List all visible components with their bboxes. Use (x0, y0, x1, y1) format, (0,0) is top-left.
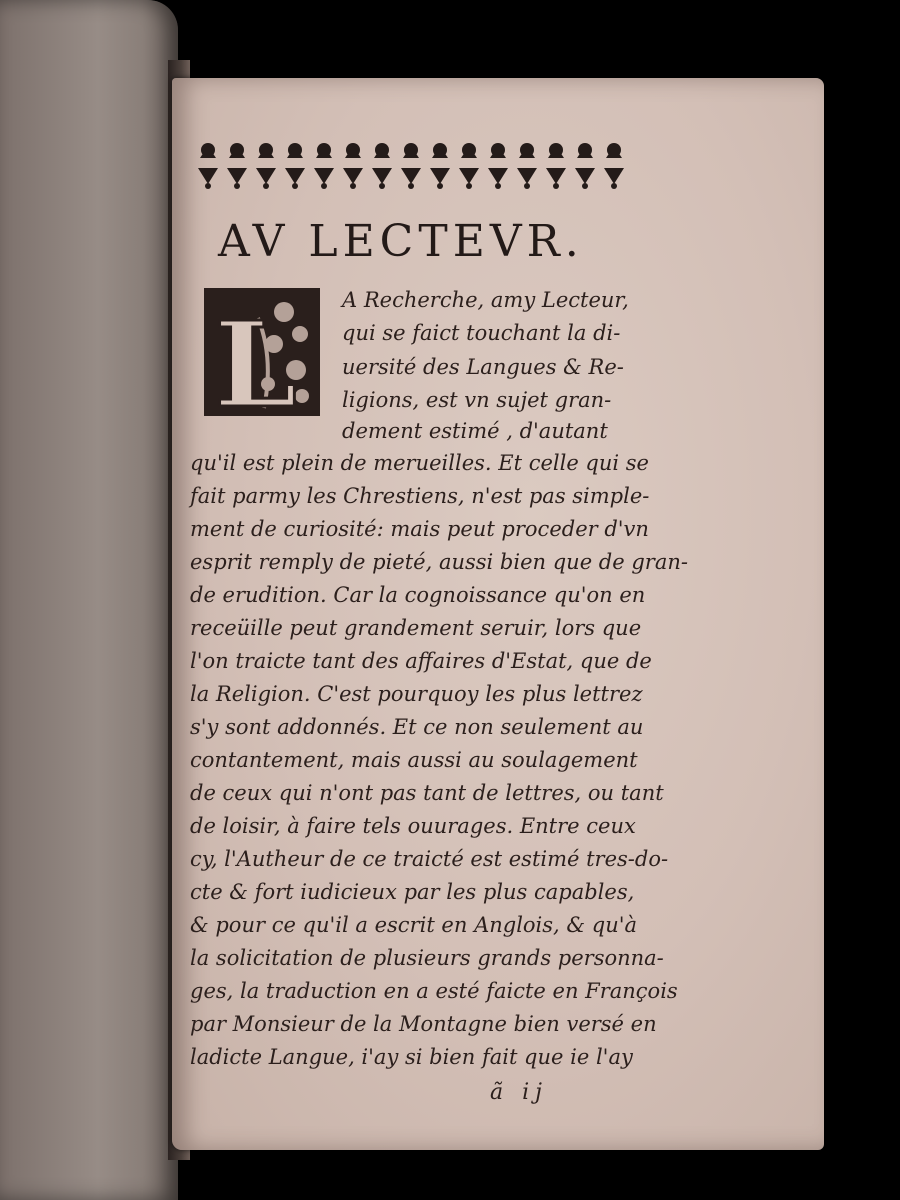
text-line: qu'il est plein de merueilles. Et celle qui se (190, 451, 649, 475)
text-line: ladicte Langue, i'ay si bien fait que ie l'ay (190, 1045, 633, 1069)
text-line: dement estimé , d'autant (342, 419, 608, 443)
text-line: cy, l'Autheur de ce traicté est estimé tres-do- (190, 847, 669, 871)
fleuron-icon (200, 143, 216, 158)
ornament-band (196, 138, 628, 190)
text-line: ges, la traduction en a esté faicte en François (190, 979, 678, 1003)
signature-mark: ã ij (490, 1080, 548, 1105)
text-line: receüille peut grandement seruir, lors que (190, 616, 642, 640)
text-line: la solicitation de plusieurs grands personna- (190, 946, 664, 970)
decorated-initial (204, 288, 320, 416)
text-line: fait parmy les Chrestiens, n'est pas simple- (190, 484, 650, 508)
text-line: & pour ce qu'il a escrit en Anglois, & qu'à (190, 913, 638, 937)
text-line: de ceux qui n'ont pas tant de lettres, ou tant (190, 781, 664, 805)
text-line: A Recherche, amy Lecteur, (342, 288, 629, 312)
page-heading: AV LECTEVR. (218, 216, 584, 267)
text-line: uersité des Langues & Re- (342, 355, 624, 379)
text-line: contantement, mais aussi au soulagement (190, 748, 638, 772)
text-line: par Monsieur de la Montagne bien versé en (190, 1012, 657, 1036)
text-line: qui se faict touchant la di- (342, 321, 621, 345)
drop-cap-letter: L (214, 295, 297, 416)
text-line: ligions, est vn sujet gran- (342, 388, 612, 412)
text-line: la Religion. C'est pourquoy les plus lettrez (190, 682, 643, 706)
left-page (0, 0, 178, 1200)
text-line: de erudition. Car la cognoissance qu'on en (190, 583, 646, 607)
text-line: de loisir, à faire tels ouurages. Entre ceux (190, 814, 636, 838)
text-line: ment de curiosité: mais peut proceder d'vn (190, 517, 649, 541)
text-line: cte & fort iudicieux par les plus capables, (190, 880, 635, 904)
book-page (172, 78, 824, 1150)
text-line: l'on traicte tant des affaires d'Estat, que de (190, 649, 652, 673)
text-line: esprit remply de pieté, aussi bien que de gran- (190, 550, 688, 574)
text-line: s'y sont addonnés. Et ce non seulement au (190, 715, 644, 739)
